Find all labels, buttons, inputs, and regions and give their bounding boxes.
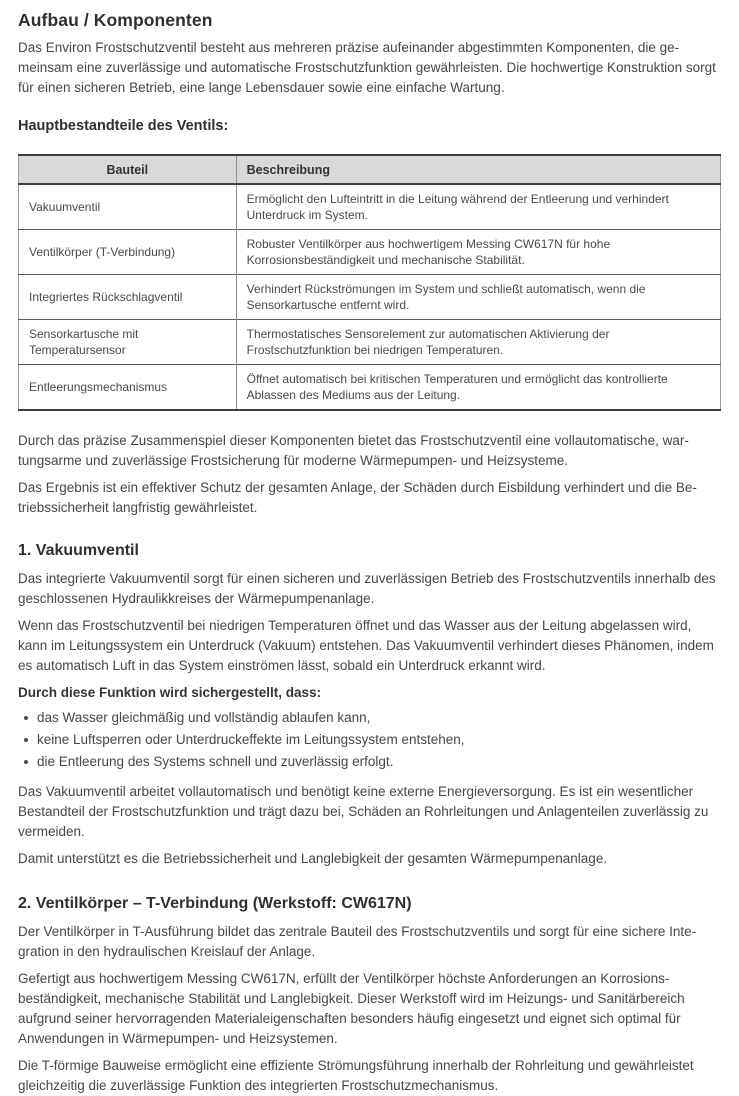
table-row	[19, 184, 721, 230]
section-vakuumventil	[18, 540, 721, 869]
cell-bauteil: Sensorkartusche mit Temperatursensor	[19, 320, 237, 365]
list-intro: Durch diese Funktion wird sichergestellt, dass:	[18, 685, 322, 700]
cell-beschreibung: Thermostatisches Sensorelement zur automatischen Aktivierung der Frostschutzfunktion bei niedrigen Temperaturen.	[236, 320, 720, 365]
list-item: keine Luftsperren oder Unterdruckeffekte im Leitungssystem entstehen,	[22, 729, 721, 751]
section-ventilkoerper	[18, 893, 721, 1096]
table-row	[19, 275, 721, 320]
table-row	[19, 230, 721, 275]
section-paragraph: Das Vakuumventil arbeitet vollautomatisch und benötigt keine externe Energieversorgung. Es ist ein wesentlicher Bestandteil der Frostschutzfunktion und trägt dazu bei, Schäden an Rohrleitungen und Anlagenteilen zuverlässig zu vermeiden.	[18, 784, 709, 839]
list-item: die Entleerung des Systems schnell und zuverlässig erfolgt.	[22, 751, 721, 773]
table-header-row	[19, 155, 721, 184]
column-header-beschreibung: Beschreibung	[236, 155, 720, 184]
cell-beschreibung: Öffnet automatisch bei kritischen Temperaturen und ermöglicht das kontrollierte Ablassen des Mediums aus der Leitung.	[236, 365, 720, 411]
cell-beschreibung: Ermöglicht den Lufteintritt in die Leitung während der Entleerung und verhindert Unterdruck im System.	[236, 184, 720, 230]
section-paragraph: Gefertigt aus hochwertigem Messing CW617N, erfüllt der Ventilkörper höchste Anforderungen an Korrosionsbeständigkeit, mechanische Stabilität und Langlebigkeit. Dieser Werkstoff wird im Heizungs- und Sanitärbereich aufgrund seiner hervorragenden Materialeigenschaften besonders häufig eingesetzt und eignet sich optimal für Anwendungen in Wärmepumpen- und Heizsystemen.	[18, 971, 685, 1046]
page-title: Aufbau / Komponenten	[18, 10, 213, 30]
section-paragraph: Die T-förmige Bauweise ermöglicht eine effiziente Strömungsführung innerhalb der Rohrleitung und gewährleistet gleichzeitig die zuverlässige Funktion des integrierten Frostschutzmechanismus.	[18, 1058, 694, 1093]
cell-bauteil: Ventilkörper (T-Verbindung)	[19, 230, 237, 275]
cell-bauteil: Entleerungsmechanismus	[19, 365, 237, 411]
section-paragraph: Das integrierte Vakuumventil sorgt für einen sicheren und zuverlässigen Betrieb des Frostschutzventils innerhalb des geschlossenen Hydraulikkreises der Wärmepumpenanlage.	[18, 571, 716, 606]
section-paragraph: Wenn das Frostschutzventil bei niedrigen Temperaturen öffnet und das Wasser aus der Leitung abgelassen wird, kann im Leitungssystem ein Unterdruck (Vakuum) entstehen. Das Vakuumventil verhindert dieses Phänomen, indem es automatisch Luft in das System einströmen lässt, sobald ein Unterdruck erkannt wird.	[18, 618, 714, 673]
list-item: das Wasser gleichmäßig und vollständig ablaufen kann,	[22, 707, 721, 729]
cell-bauteil: Integriertes Rückschlagventil	[19, 275, 237, 320]
section-paragraph: Der Ventilkörper in T-Ausführung bildet das zentrale Bauteil des Frostschutzventils und sorgt für eine sichere Integration in den hydraulischen Kreislauf der Anlage.	[18, 924, 697, 959]
column-header-bauteil: Bauteil	[19, 155, 237, 184]
cell-beschreibung: Verhindert Rückströmungen im System und schließt automatisch, wenn die Sensorkartusche entfernt wird.	[236, 275, 720, 320]
table-heading: Hauptbestandteile des Ventils:	[18, 118, 229, 134]
section-paragraph: Damit unterstützt es die Betriebssicherheit und Langlebigkeit der gesamten Wärmepumpenanlage.	[18, 851, 608, 866]
table-row	[19, 365, 721, 411]
summary-paragraph: Das Ergebnis ist ein effektiver Schutz der gesamten Anlage, der Schäden durch Eisbildung verhindert und die Betriebssicherheit langfristig gewährleistet.	[18, 480, 697, 515]
table-row	[19, 320, 721, 365]
section-heading: 2. Ventilkörper – T-Verbindung (Werkstoff: CW617N)	[18, 895, 412, 912]
section-heading: 1. Vakuumventil	[18, 542, 139, 559]
components-table	[18, 154, 721, 411]
benefits-list	[18, 707, 721, 773]
cell-bauteil: Vakuumventil	[19, 184, 237, 230]
intro-paragraph: Das Environ Frostschutzventil besteht aus mehreren präzise aufeinander abgestimmten Komponenten, die gemeinsam eine zuverlässige und automatische Frostschutzfunktion gewährleisten. Die hochwertige Konstruktion sorgt für einen sicheren Betrieb, eine lange Lebensdauer sowie eine einfache Wartung.	[18, 40, 716, 95]
cell-beschreibung: Robuster Ventilkörper aus hochwertigem Messing CW617N für hohe Korrosionsbeständigkeit und mechanische Stabilität.	[236, 230, 720, 275]
summary-paragraph: Durch das präzise Zusammenspiel dieser Komponenten bietet das Frostschutzventil eine vollautomatische, wartungsarme und zuverlässige Frostsicherung für moderne Wärmepumpen- und Heizsysteme.	[18, 433, 689, 468]
